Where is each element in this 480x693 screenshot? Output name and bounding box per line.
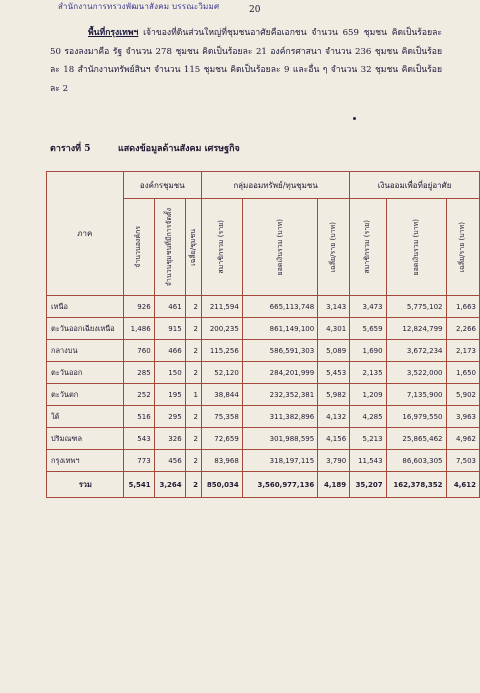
group-header-row <box>47 172 480 199</box>
value-cell: 543 <box>123 428 154 450</box>
value-cell: 38,844 <box>201 384 242 406</box>
region-cell: กรุงเทพฯ <box>47 450 124 472</box>
region-cell: ตะวันตก <box>47 384 124 406</box>
value-cell: 25,865,462 <box>386 428 446 450</box>
value-cell: 773 <box>123 450 154 472</box>
value-cell: 12,824,799 <box>386 318 446 340</box>
column-header: จำนวนชุมชนที่มีการจัดตั้ง <box>154 199 185 296</box>
value-cell: 5,659 <box>350 318 386 340</box>
value-cell: 1,209 <box>350 384 386 406</box>
column-header: เฉลี่ย/ราย (บาท) <box>318 199 350 296</box>
value-cell: 760 <box>123 340 154 362</box>
value-cell: 72,659 <box>201 428 242 450</box>
value-cell: 115,256 <box>201 340 242 362</box>
value-cell: 252 <box>123 384 154 406</box>
value-cell: 311,382,896 <box>242 406 317 428</box>
region-cell: รวม <box>47 472 124 498</box>
value-cell: 4,132 <box>318 406 350 428</box>
column-header: สมาชิกรวม (ราย) <box>201 199 242 296</box>
value-cell: 4,156 <box>318 428 350 450</box>
value-cell: 516 <box>123 406 154 428</box>
value-cell: 7,503 <box>446 450 479 472</box>
value-cell: 1,663 <box>446 296 479 318</box>
value-cell: 4,612 <box>446 472 479 498</box>
column-header: ยอดเงินรวม (บาท) <box>242 199 317 296</box>
value-cell: 4,285 <box>350 406 386 428</box>
value-cell: 861,149,100 <box>242 318 317 340</box>
value-cell: 3,560,977,136 <box>242 472 317 498</box>
table-row <box>47 318 480 340</box>
table-caption-number: ตารางที่ 5 <box>50 144 91 154</box>
value-cell: 5,453 <box>318 362 350 384</box>
value-cell: 285 <box>123 362 154 384</box>
paragraph-lead: พื้นที่กรุงเทพฯ <box>88 28 139 38</box>
value-cell: 3,473 <box>350 296 386 318</box>
region-column-header: ภาค <box>47 172 124 296</box>
value-cell: 318,197,115 <box>242 450 317 472</box>
value-cell: 75,358 <box>201 406 242 428</box>
group-header-savings-group: กลุ่มออมทรัพย์/ทุนชุมชน <box>201 172 349 199</box>
value-cell: 35,207 <box>350 472 386 498</box>
value-cell: 2 <box>185 450 201 472</box>
paragraph-text: เจ้าของที่ดินส่วนใหญ่ที่ชุมชนอาศัยคือเอกชน จำนวน 659 ชุมชน คิดเป็นร้อยละ 50 รองลงมาคือ รัฐ จำนวน 278 ชุมชน คิดเป็นร้อยละ 21 องค์กรศาสนา จำนวน 236 ชุมชน คิดเป็นร้อยละ 18 สำนักงานทรัพย์สินฯ จำนวน 115 ชุมชน คิดเป็นร้อยละ 9 และอื่น ๆ จำนวน 32 ชุมชน คิดเป็นร้อยละ 2 <box>50 28 442 94</box>
value-cell: 7,135,900 <box>386 384 446 406</box>
value-cell: 4,189 <box>318 472 350 498</box>
value-cell: 200,235 <box>201 318 242 340</box>
value-cell: 2 <box>185 406 201 428</box>
value-cell: 456 <box>154 450 185 472</box>
value-cell: 915 <box>154 318 185 340</box>
column-header: เฉลี่ย/ราย (บาท) <box>446 199 479 296</box>
value-cell: 16,979,550 <box>386 406 446 428</box>
table-row <box>47 362 480 384</box>
group-header-community-org: องค์กรชุมชน <box>123 172 201 199</box>
region-cell: ตะวันออก <box>47 362 124 384</box>
value-cell: 3,790 <box>318 450 350 472</box>
table-row <box>47 428 480 450</box>
value-cell: 665,113,748 <box>242 296 317 318</box>
value-cell: 284,201,999 <box>242 362 317 384</box>
body-paragraph <box>50 24 442 98</box>
value-cell: 195 <box>154 384 185 406</box>
value-cell: 4,962 <box>446 428 479 450</box>
value-cell: 3,522,000 <box>386 362 446 384</box>
ink-dot <box>353 117 356 120</box>
value-cell: 850,034 <box>201 472 242 498</box>
value-cell: 11,543 <box>350 450 386 472</box>
value-cell: 3,143 <box>318 296 350 318</box>
region-cell: ตะวันออกเฉียงเหนือ <box>47 318 124 340</box>
value-cell: 2 <box>185 340 201 362</box>
value-cell: 2,173 <box>446 340 479 362</box>
value-cell: 3,264 <box>154 472 185 498</box>
value-cell: 1 <box>185 384 201 406</box>
value-cell: 295 <box>154 406 185 428</box>
column-header: จำนวนองค์กร <box>123 199 154 296</box>
value-cell: 1,650 <box>446 362 479 384</box>
value-cell: 2 <box>185 362 201 384</box>
region-cell: เหนือ <box>47 296 124 318</box>
value-cell: 2,135 <box>350 362 386 384</box>
value-cell: 5,541 <box>123 472 154 498</box>
value-cell: 83,968 <box>201 450 242 472</box>
value-cell: 2,266 <box>446 318 479 340</box>
value-cell: 2 <box>185 472 201 498</box>
value-cell: 5,089 <box>318 340 350 362</box>
header-ink-text: สำนักงานการทรวงพัฒนาสังคม บรรณะวิมมศ <box>58 2 220 10</box>
value-cell: 86,603,305 <box>386 450 446 472</box>
value-cell: 52,120 <box>201 362 242 384</box>
value-cell: 461 <box>154 296 185 318</box>
table-caption <box>50 141 240 155</box>
value-cell: 326 <box>154 428 185 450</box>
value-cell: 2 <box>185 318 201 340</box>
column-header: สมาชิกรวม (ราย) <box>350 199 386 296</box>
value-cell: 5,775,102 <box>386 296 446 318</box>
data-table <box>46 171 480 498</box>
region-cell: ปริมณฑล <box>47 428 124 450</box>
value-cell: 211,594 <box>201 296 242 318</box>
region-cell: ใต้ <box>47 406 124 428</box>
value-cell: 2 <box>185 428 201 450</box>
page-number: 20 <box>249 5 261 15</box>
total-row <box>47 472 480 498</box>
table-row <box>47 296 480 318</box>
region-cell: กลางบน <box>47 340 124 362</box>
table-row <box>47 384 480 406</box>
column-header: เฉลี่ย/ชุมชน <box>185 199 201 296</box>
value-cell: 1,690 <box>350 340 386 362</box>
table-row <box>47 340 480 362</box>
value-cell: 301,988,595 <box>242 428 317 450</box>
value-cell: 926 <box>123 296 154 318</box>
value-cell: 466 <box>154 340 185 362</box>
value-cell: 3,672,234 <box>386 340 446 362</box>
value-cell: 4,301 <box>318 318 350 340</box>
column-header: ยอดเงินรวม (บาท) <box>386 199 446 296</box>
value-cell: 5,213 <box>350 428 386 450</box>
value-cell: 3,963 <box>446 406 479 428</box>
table-body <box>47 296 480 498</box>
value-cell: 5,902 <box>446 384 479 406</box>
value-cell: 2 <box>185 296 201 318</box>
value-cell: 150 <box>154 362 185 384</box>
value-cell: 5,982 <box>318 384 350 406</box>
value-cell: 162,378,352 <box>386 472 446 498</box>
table-caption-title: แสดงข้อมูลด้านสังคม เศรษฐกิจ <box>118 144 240 154</box>
value-cell: 586,591,303 <box>242 340 317 362</box>
value-cell: 232,352,381 <box>242 384 317 406</box>
table-row <box>47 450 480 472</box>
table-row <box>47 406 480 428</box>
group-header-housing-savings: เงินออมเพื่อที่อยู่อาศัย <box>350 172 480 199</box>
value-cell: 1,486 <box>123 318 154 340</box>
